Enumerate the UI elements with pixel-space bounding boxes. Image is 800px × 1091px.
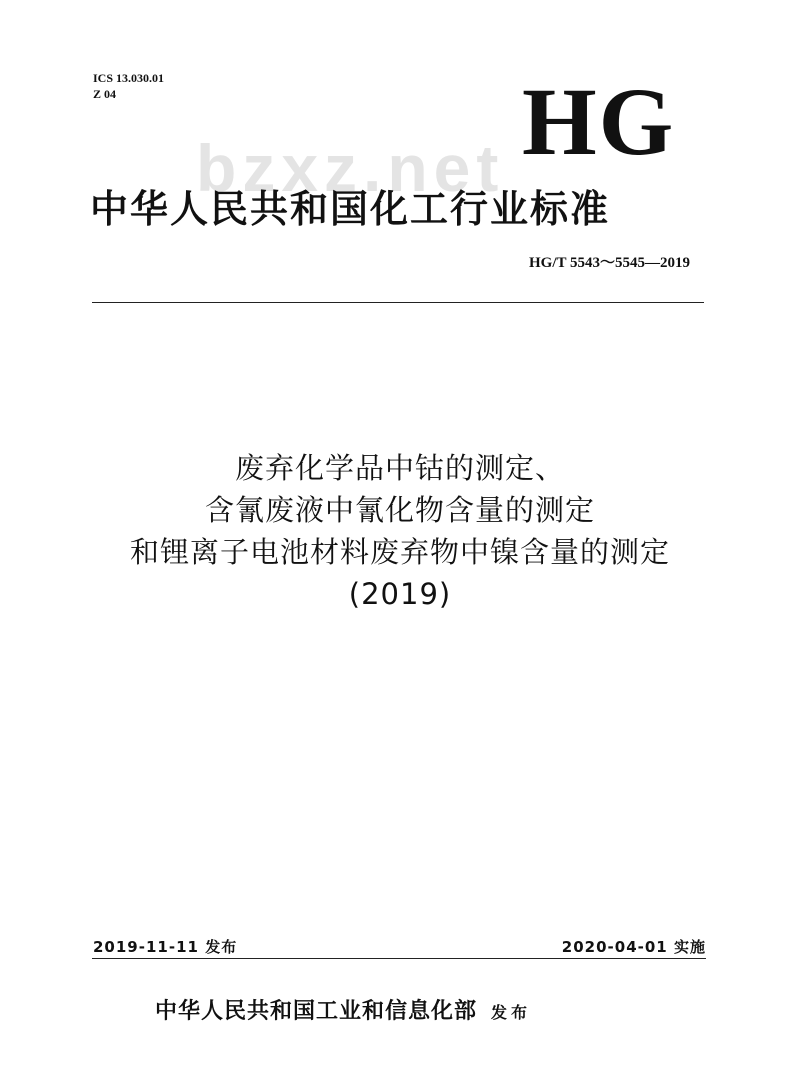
issue-date (93, 936, 237, 957)
implementation-date-value: 2020-04-01 (561, 938, 668, 956)
implementation-date-label: 实施 (673, 938, 706, 956)
organization-title: 中华人民共和国化工行业标准 (90, 187, 611, 231)
top-divider (92, 302, 704, 303)
title-line-year: (2019) (348, 577, 452, 611)
publisher (155, 994, 531, 1025)
issue-date-label: 发布 (205, 938, 238, 956)
watermark: bzxz.net (196, 131, 505, 205)
document-title (40, 447, 760, 615)
issue-date-value: 2019-11-11 (93, 938, 199, 956)
classification-codes (93, 70, 164, 102)
standard-number: HG/T 5543～5545—2019 (529, 255, 690, 271)
bottom-divider (92, 958, 706, 959)
hg-logo: HG (522, 68, 676, 175)
title-line-3: 和锂离子电池材料废弃物中镍含量的测定 (129, 535, 670, 569)
ccs-code: Z 04 (93, 87, 117, 101)
publisher-action: 发布 (491, 1003, 532, 1022)
title-line-2: 含氰废液中氰化物含量的测定 (204, 493, 595, 527)
ics-code: ICS 13.030.01 (93, 71, 165, 85)
title-line-1: 废弃化学品中钴的测定、 (234, 451, 565, 485)
publisher-name: 中华人民共和国工业和信息化部 (155, 999, 478, 1024)
implementation-date (500, 936, 706, 957)
